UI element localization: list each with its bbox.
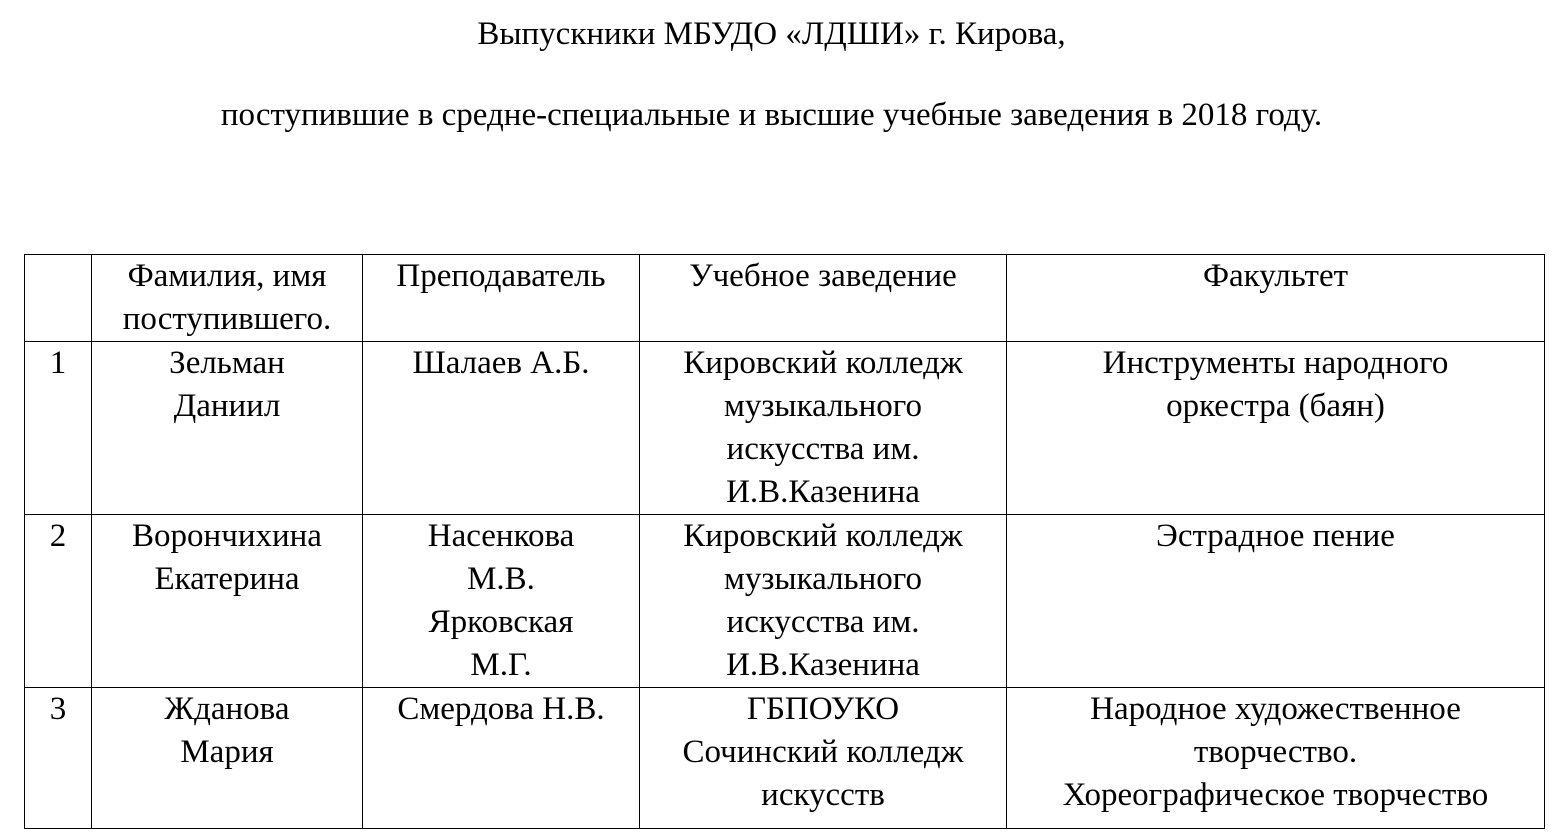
row-number-cell: 1: [25, 342, 92, 515]
institution-cell: [640, 342, 1007, 515]
cell-text: М.В.: [467, 561, 535, 597]
cell-text: Шалаев А.Б.: [412, 345, 590, 381]
cell-text: Ворончихина: [132, 518, 322, 554]
cell-text: искусства им.: [726, 431, 920, 467]
cell-text: ГБПОУКО: [746, 691, 900, 727]
header-number-cell: [25, 255, 92, 342]
document-title-line-1: Выпускники МБУДО «ЛДШИ» г. Кирова,: [477, 16, 1066, 52]
graduates-table: [24, 254, 1545, 829]
name-cell: [92, 515, 363, 688]
institution-cell: [640, 688, 1007, 829]
cell-text: оркестра (баян): [1166, 388, 1385, 424]
header-institution-cell: [640, 255, 1007, 342]
cell-text: Народное художественное: [1090, 691, 1461, 727]
header-text: Преподаватель: [396, 258, 606, 294]
header-text: поступившего.: [122, 301, 332, 337]
cell-text: Даниил: [173, 388, 281, 424]
document-title-line-2: поступившие в средне-специальные и высшие учебные заведения в 2018 году.: [220, 97, 1323, 133]
cell-text: Екатерина: [154, 561, 300, 597]
cell-text: Кировский колледж: [683, 345, 963, 381]
header-teacher-cell: [363, 255, 640, 342]
faculty-cell: [1007, 688, 1545, 829]
teacher-cell: [363, 342, 640, 515]
table-row: [25, 688, 1545, 829]
cell-text: Ярковская: [428, 604, 574, 640]
table-row: [25, 342, 1545, 515]
header-text: Фамилия, имя: [127, 258, 327, 294]
faculty-cell: [1007, 342, 1545, 515]
table-header-row: [25, 255, 1545, 342]
cell-text: музыкального: [724, 388, 922, 424]
faculty-cell: [1007, 515, 1545, 688]
cell-text: Мария: [180, 734, 274, 770]
teacher-cell: [363, 688, 640, 829]
header-name-cell: [92, 255, 363, 342]
cell-text: Насенкова: [427, 518, 575, 554]
cell-text: Хореографическое творчество: [1062, 777, 1489, 813]
cell-text: Эстрадное пение: [1156, 518, 1395, 554]
teacher-cell: [363, 515, 640, 688]
cell-text: Жданова: [164, 691, 290, 727]
table-row: [25, 515, 1545, 688]
cell-text: Инструменты народного: [1102, 345, 1449, 381]
row-number-cell: 3: [25, 688, 92, 829]
cell-text: творчество.: [1193, 734, 1358, 770]
cell-text: И.В.Казенина: [726, 474, 920, 510]
cell-text: Зельман: [169, 345, 285, 381]
name-cell: [92, 688, 363, 829]
cell-text: И.В.Казенина: [726, 647, 920, 683]
cell-text: искусства им.: [726, 604, 920, 640]
cell-text: М.Г.: [470, 647, 532, 683]
name-cell: [92, 342, 363, 515]
institution-cell: [640, 515, 1007, 688]
header-faculty-cell: [1007, 255, 1545, 342]
cell-text: Сочинский колледж: [682, 734, 964, 770]
cell-text: Кировский колледж: [683, 518, 963, 554]
cell-text: Смердова Н.В.: [397, 691, 605, 727]
header-text: Учебное заведение: [689, 258, 957, 294]
row-number-cell: 2: [25, 515, 92, 688]
header-text: Факультет: [1202, 258, 1349, 294]
cell-text: искусств: [761, 777, 885, 813]
cell-text: музыкального: [724, 561, 922, 597]
